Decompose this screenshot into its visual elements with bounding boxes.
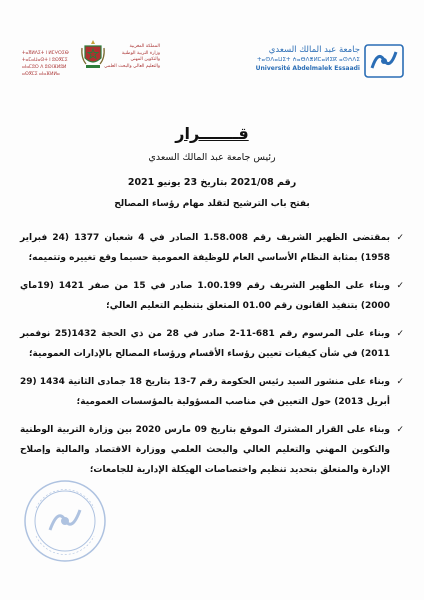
university-name-amazigh: ⵜⴰⵙⴷⴰⵡⵉⵜ ⵄⴰⴱⴷⴻⵍⵎⴰⵍⵉⴽ ⴰⵙⵄⴷⵉ [257,57,360,63]
kingdom-line-tifinagh: ⵜⴰⵎⴰⵡⴰⵙⵜ ⵏ ⵓⵙⴳⵎⵉ [22,58,68,63]
kingdom-line-tifinagh: ⴰⵙⴳⵎⵉ ⴰⵏⴰⴼⵍⵍⴰ [22,72,60,77]
clause-text: وبناء على منشور السيد رئيس الحكومة رقم 7-13 بتاريخ 18 جمادى الثانية 1434 (29 أبريل 2013) حول التعيين في مناصب المسؤولية بالمؤسسات العمومية؛ [20,377,390,407]
clause-text: وبناء على القرار المشترك الموقع بتاريخ 09 مارس 2020 بين وزارة التربية الوطنية والتكوين المهني والتعليم العالي والبحث العلمي ووزارة الاقتصاد والمالية وإصلاح الإدارة والمتعلق بتحديد تنظيم واختصاصات الهيكلة الإدارية للجامعات؛ [20,425,391,475]
check-icon: ✓ [396,425,404,435]
subject-line: بفتح باب الترشيح لتقلد مهام رؤساء المصالح [114,199,310,209]
clause-text: وبناء على الظهير الشريف رقم 1.00.199 صادر في 15 من صفر 1421 (19ماي 2000) بتنفيذ القانون رقم 01.00 المتعلق بتنظيم التعليم العالي؛ [20,281,390,311]
kingdom-line-tifinagh: ⵜⴰⴳⵍⴷⵉⵜ ⵏ ⵍⵎⵖⵔⵉⴱ [22,51,69,56]
kingdom-lines-ar [104,44,160,70]
clause-item [20,276,404,316]
kingdom-line-ar: والتكوين المهني [130,57,160,62]
kingdom-line-ar: المملكة المغربية [129,44,160,49]
issuer-line: رئيس جامعة عبد المالك السعدي [148,152,276,163]
clause-item [20,228,404,268]
reference-line: رقم 2021/08 بتاريخ 23 يونيو 2021 [127,177,297,188]
check-icon: ✓ [396,233,404,243]
university-name-ar: جامعة عبد المالك السعدي [268,45,360,55]
university-header [255,44,404,84]
university-name-fr: Université Abdelmalek Essaadi [255,65,360,72]
clause-text: وبناء على المرسوم رقم 681-11-2 صادر في 28 من ذي الحجة 1432(25 نوفمبر 2011) في شأن كيفيات تعيين رؤساء الأقسام ورؤساء المصالح بالإدارات العمومية؛ [20,329,391,359]
kingdom-line-ar: وزارة التربية الوطنية [121,50,160,56]
university-stamp-icon [22,478,108,564]
kingdom-line-ar: والتعليم العالي والبحث العلمي [104,63,160,69]
kingdom-header [22,38,162,88]
check-icon: ✓ [396,377,404,387]
kingdom-line-tifinagh: ⴰⵏⴰⵎⵓⵔ ⴷ ⵓⵙⵏⴼⵍⵓⵍ [22,65,67,70]
document-title: قـــــــرار [175,124,249,143]
university-logo-icon [364,44,404,78]
clause-item [20,372,404,412]
check-icon: ✓ [396,281,404,291]
clause-item [20,324,404,364]
check-icon: ✓ [396,329,404,339]
clause-text: بمقتضى الظهير الشريف رقم 1.58.008 الصادر في 4 شعبان 1377 (24 فبراير 1958) بمثابة النظام الأساسي العام للوظيفة العمومية حسبما وقع تغييره وتتميمه؛ [20,233,390,263]
clause-item [20,420,404,480]
kingdom-lines-tifinagh [22,50,69,78]
clauses-list [20,228,404,488]
kingdom-emblem-icon [80,38,106,70]
